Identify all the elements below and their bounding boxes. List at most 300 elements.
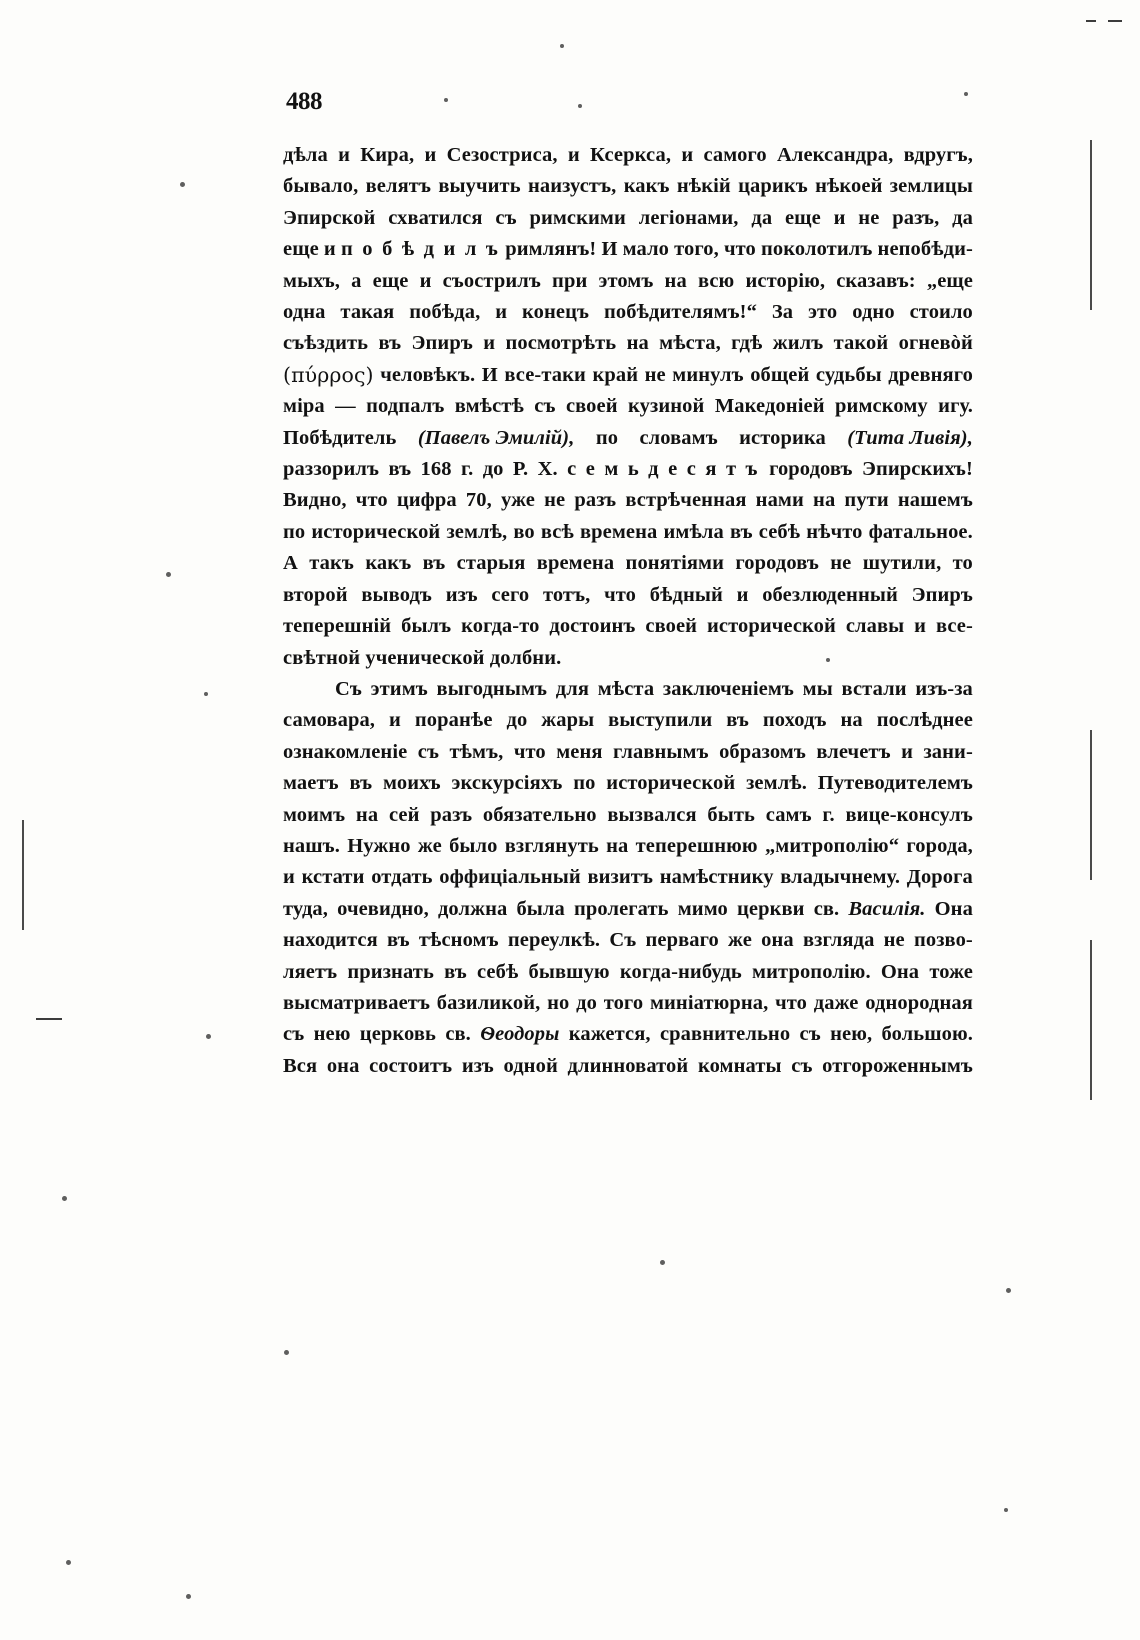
text-word: Эпирской <box>283 206 376 229</box>
text-line <box>283 737 973 768</box>
scan-speck <box>166 572 171 577</box>
text-word: стоило <box>909 301 973 324</box>
text-word: и <box>681 144 694 166</box>
text-word: старыя <box>456 552 526 575</box>
text-word: Р. <box>512 458 529 481</box>
scan-corner-mark-top-right <box>1108 20 1122 22</box>
text-word: что <box>355 489 388 512</box>
text-word: изъ-за <box>915 677 973 700</box>
text-word: того <box>603 991 644 1014</box>
body-text <box>283 140 973 1082</box>
text-word: до <box>482 458 504 481</box>
text-word: не <box>858 206 880 229</box>
text-word: зани- <box>923 740 973 763</box>
text-word: на <box>813 489 836 512</box>
text-word: Ѳеодоры <box>480 1023 560 1046</box>
text-word: съ <box>791 1054 813 1077</box>
scan-speck <box>206 1034 211 1039</box>
text-word: римскому <box>835 395 928 418</box>
text-word: сего <box>491 583 530 606</box>
text-word: комнаты <box>697 1054 782 1077</box>
text-word: мѣста <box>597 677 655 700</box>
text-word: Х. <box>537 458 558 481</box>
text-word: походъ <box>762 709 827 732</box>
text-word: взгляда <box>802 929 875 952</box>
text-word: была <box>516 897 565 920</box>
text-word: исторической <box>311 520 441 543</box>
text-word: переулкѣ. <box>507 929 601 952</box>
scan-edge-bar-right-upper <box>1090 140 1092 310</box>
text-word: — <box>335 395 356 418</box>
text-word: съ <box>534 395 556 418</box>
text-word: отдать <box>371 866 433 889</box>
text-word: что <box>723 238 756 261</box>
text-word: теперешнюю <box>635 834 758 857</box>
text-word: дѣла <box>283 144 328 166</box>
text-word: церкви <box>736 897 805 920</box>
text-word: общей <box>750 363 810 386</box>
text-word: г. <box>822 803 835 826</box>
text-word: въ <box>388 458 412 481</box>
scan-speck <box>62 1196 67 1201</box>
text-word: по <box>595 426 619 449</box>
text-word: и <box>736 583 749 606</box>
scan-speck <box>1006 1288 1011 1293</box>
text-word: тѣмъ, <box>449 740 504 763</box>
text-line <box>283 674 973 705</box>
text-word: Нужно <box>347 834 411 857</box>
text-word: сей <box>388 803 420 826</box>
text-word: съострилъ <box>442 269 541 292</box>
text-word: себѣ <box>758 520 801 543</box>
text-word: нашемъ <box>897 489 973 512</box>
text-word: тѣсномъ <box>418 929 499 952</box>
text-word: Она <box>880 960 920 983</box>
text-word: церковь <box>359 1023 436 1046</box>
text-word: пролегать <box>573 897 669 920</box>
scan-speck <box>186 1594 191 1599</box>
text-word: схватился <box>388 206 483 229</box>
text-word: мало <box>622 238 670 261</box>
text-word: бывало, <box>283 175 359 198</box>
text-word: разъ, <box>892 206 940 229</box>
text-word: все-таки <box>504 363 586 386</box>
text-word: и <box>567 144 580 166</box>
text-line <box>283 297 973 328</box>
text-word: жары <box>541 709 595 732</box>
scan-speck <box>204 692 208 696</box>
text-word: Ксеркса, <box>590 144 672 166</box>
text-word: съ <box>417 740 440 763</box>
text-line <box>283 203 973 234</box>
text-word: одной <box>503 1054 558 1077</box>
text-word: И <box>601 238 618 261</box>
text-word: и <box>389 709 401 732</box>
text-word: ляетъ <box>283 960 338 983</box>
text-word: обезлюденный <box>762 583 898 606</box>
scan-speck <box>66 1560 71 1565</box>
text-word: наизустъ, <box>527 175 617 198</box>
text-line <box>283 548 973 579</box>
text-word: а <box>351 269 362 292</box>
text-word: побѣда, <box>409 301 481 324</box>
text-word: И <box>481 363 498 386</box>
text-word: римскими <box>529 206 626 229</box>
text-word: Александра, <box>776 144 894 166</box>
text-word: п о б ѣ д и л ъ <box>340 238 501 261</box>
text-word: царикъ <box>738 175 808 198</box>
scan-edge-bar-left <box>22 820 24 930</box>
text-word: поколотилъ <box>761 238 873 261</box>
text-word: Эпиръ <box>911 583 973 606</box>
text-word: даже <box>813 991 859 1014</box>
text-word: да <box>952 206 973 229</box>
text-word: миніатюрна, <box>649 991 769 1014</box>
text-word: для <box>555 677 590 700</box>
text-word: Василія. <box>848 897 926 920</box>
text-word: этимъ <box>370 677 428 700</box>
text-word: все- <box>935 615 973 638</box>
scan-edge-dash-left <box>36 1018 62 1020</box>
text-word: конецъ <box>522 301 590 324</box>
text-word: Вся <box>283 1054 318 1077</box>
text-word: историка <box>739 426 826 449</box>
text-word: словамъ <box>639 426 718 449</box>
text-word: сравнительно <box>659 1023 791 1046</box>
text-line <box>283 140 973 171</box>
text-word: такъ <box>309 552 354 575</box>
text-word: римлянъ! <box>505 238 597 261</box>
text-word: владычнему. <box>780 866 901 889</box>
text-word: туда, <box>283 897 329 920</box>
text-word: не <box>544 489 566 512</box>
text-word: тотъ, <box>542 583 591 606</box>
text-word: городовъ <box>769 458 853 481</box>
text-line <box>283 454 973 485</box>
text-word: своей <box>645 615 698 638</box>
text-word: и <box>419 269 432 292</box>
text-line <box>283 485 973 516</box>
text-word: же <box>728 929 752 952</box>
text-word: послѣднее <box>876 709 973 732</box>
text-line <box>283 328 973 359</box>
text-word: до <box>506 709 528 732</box>
text-word: побѣдителямъ!“ <box>604 301 757 324</box>
text-word: с е м ь д е с я т ъ <box>567 458 760 481</box>
text-line <box>283 423 973 454</box>
text-word: самого <box>703 144 767 166</box>
text-word: состоитъ <box>369 1054 453 1077</box>
text-word: на <box>355 803 379 826</box>
text-word: заключеніемъ <box>662 677 794 700</box>
text-word: что <box>775 991 808 1014</box>
text-word: на <box>626 332 649 355</box>
text-line <box>283 862 973 893</box>
text-word: Эпирскихъ! <box>861 458 973 481</box>
text-word: св. <box>813 897 840 920</box>
text-word: игу. <box>938 395 973 418</box>
text-word: „еще <box>926 269 973 292</box>
text-word: тоже <box>929 960 973 983</box>
text-word: митрополію. <box>752 960 871 983</box>
text-word: на <box>840 709 863 732</box>
text-word: Побѣдитель <box>283 426 397 449</box>
text-word: когда-то <box>461 615 540 638</box>
text-word: моихъ <box>383 772 441 795</box>
text-word: и <box>283 866 295 889</box>
text-word: вмѣстѣ <box>454 395 524 418</box>
text-word: въ <box>729 520 753 543</box>
text-word: выступили <box>608 709 713 732</box>
text-word: всю <box>697 269 735 292</box>
text-word: позво- <box>913 929 973 952</box>
text-word: на <box>606 834 629 857</box>
text-word: св. <box>445 1023 471 1046</box>
text-word: и <box>424 144 437 166</box>
text-word: исторію, <box>745 269 826 292</box>
text-line <box>283 1019 973 1050</box>
text-word: фатальное. <box>868 520 973 543</box>
text-word: образомъ <box>719 740 806 763</box>
text-word: съѣздить <box>283 332 369 355</box>
text-word: землѣ, <box>446 520 508 543</box>
text-word: оффиціальный <box>439 866 581 889</box>
text-word: Она <box>934 897 973 920</box>
text-word: одна <box>283 301 326 324</box>
text-word: но <box>547 991 570 1014</box>
text-word: (Тита Ливія), <box>847 426 973 449</box>
text-word: г. <box>460 458 474 481</box>
text-word: минулъ <box>672 363 744 386</box>
text-word: по <box>283 520 306 543</box>
scan-speck <box>180 182 185 187</box>
text-word: достоинъ <box>549 615 636 638</box>
text-word: разъ <box>574 489 617 512</box>
text-word: такая <box>340 301 395 324</box>
text-word: поранѣе <box>414 709 493 732</box>
text-word: какъ <box>365 552 412 575</box>
text-word: 70, <box>465 489 492 512</box>
text-word: еще <box>784 206 821 229</box>
text-word: главнымъ <box>613 740 709 763</box>
text-word: Кира, <box>360 144 415 166</box>
scan-edge-bar-right-mid <box>1090 730 1092 880</box>
text-word: древняго <box>888 363 973 386</box>
text-word: шутили, <box>862 552 942 575</box>
text-line <box>283 831 973 862</box>
text-word: гдѣ <box>731 332 763 355</box>
text-word: нѣкій <box>676 175 731 198</box>
text-word: при <box>552 269 588 292</box>
text-word: встрѣченная <box>625 489 747 512</box>
text-word: цифра <box>396 489 457 512</box>
text-word: визитъ <box>587 866 654 889</box>
text-word: мыхъ, <box>283 269 341 292</box>
text-word: легіонами, <box>638 206 739 229</box>
text-word: еще <box>372 269 409 292</box>
text-word: самъ <box>765 803 812 826</box>
page-number: 488 <box>286 88 322 115</box>
text-word: уже <box>500 489 535 512</box>
text-word: А <box>283 552 298 575</box>
text-word: землицы <box>889 175 973 198</box>
text-word: одно <box>852 301 895 324</box>
text-line <box>283 611 973 642</box>
text-word: и <box>833 206 846 229</box>
text-word: еще <box>283 238 319 261</box>
text-word: Съ <box>609 929 637 952</box>
text-word: очевидно, <box>337 897 429 920</box>
text-word: (Павелъ Эмилій), <box>417 426 575 449</box>
text-line <box>283 705 973 736</box>
text-word: судьбы <box>815 363 882 386</box>
text-word: подпалъ <box>366 395 445 418</box>
text-line <box>283 957 973 988</box>
text-word: своей <box>565 395 618 418</box>
text-word: самовара, <box>283 709 376 732</box>
scan-corner-mark-top-right-2 <box>1086 20 1096 22</box>
text-word: понятіями <box>625 552 725 575</box>
text-word: изъ <box>445 583 478 606</box>
text-word: такой <box>833 332 889 355</box>
text-word: длинноватой <box>567 1054 689 1077</box>
text-word: нею, <box>830 1023 873 1046</box>
text-word: Путеводителемъ <box>817 772 973 795</box>
scan-speck <box>284 1350 289 1355</box>
text-word: когда-нибудь <box>619 960 742 983</box>
text-word: въ <box>386 929 410 952</box>
text-word: велятъ <box>365 175 432 198</box>
text-line <box>283 360 973 391</box>
text-word: землѣ. <box>746 772 807 795</box>
scan-edge-bar-right-lower <box>1090 940 1092 1100</box>
text-word: нами <box>755 489 804 512</box>
text-word: разъ <box>430 803 473 826</box>
text-word: исторической <box>706 615 836 638</box>
text-word: нею <box>313 1023 351 1046</box>
text-word: край <box>592 363 639 386</box>
text-word: времена <box>536 552 615 575</box>
text-word: однородная <box>865 991 973 1014</box>
text-word: большою. <box>881 1023 973 1046</box>
text-word: имѣла <box>663 520 724 543</box>
text-word: всѣ <box>540 520 574 543</box>
text-word: меня <box>556 740 603 763</box>
text-word: маетъ <box>283 772 339 795</box>
text-word: выучить <box>438 175 521 198</box>
text-word: Дорога <box>906 866 973 889</box>
text-word: намѣстнику <box>659 866 774 889</box>
text-line <box>283 800 973 831</box>
text-word: бывшую <box>528 960 610 983</box>
text-word: нашъ. <box>283 834 340 857</box>
text-line <box>283 894 973 925</box>
text-word: раззорилъ <box>283 458 380 481</box>
text-word: и <box>338 144 350 166</box>
text-word: быть <box>707 803 755 826</box>
text-word: жилъ <box>772 332 824 355</box>
text-word: встали <box>841 677 907 700</box>
text-word: въ <box>444 960 467 983</box>
text-word: За <box>771 301 794 324</box>
text-word: во <box>513 520 535 543</box>
text-word: 168 <box>420 458 452 481</box>
text-word: времена <box>580 520 658 543</box>
text-word: этомъ <box>598 269 654 292</box>
text-word: посмотрѣть <box>505 332 617 355</box>
text-word: въ <box>378 332 402 355</box>
text-line <box>283 391 973 422</box>
text-word: вдругъ, <box>903 144 973 166</box>
text-line <box>283 171 973 202</box>
text-word: не <box>830 552 852 575</box>
scan-speck <box>964 92 968 96</box>
text-word: что <box>513 740 546 763</box>
text-word: въ <box>726 709 749 732</box>
text-word: сказавъ: <box>836 269 916 292</box>
text-word: теперешній <box>283 615 392 638</box>
text-word: находится <box>283 929 378 952</box>
text-word: выгоднымъ <box>436 677 548 700</box>
text-word: Видно, <box>283 489 347 512</box>
text-word: выводъ <box>361 583 432 606</box>
text-word: не <box>883 929 905 952</box>
scan-speck <box>444 98 448 102</box>
text-word: что <box>604 583 637 606</box>
text-word: нѣчто <box>806 520 863 543</box>
text-word: должна <box>437 897 508 920</box>
text-word: базиликой, <box>436 991 541 1014</box>
text-word: міра <box>283 395 325 418</box>
text-word: и <box>483 332 496 355</box>
text-word: съ <box>799 1023 821 1046</box>
text-word: съ <box>495 206 517 229</box>
text-word: и <box>323 238 336 261</box>
text-line <box>283 266 973 297</box>
text-word: же <box>417 834 442 857</box>
text-word: въ <box>422 552 446 575</box>
text-word: взглянуть <box>504 834 599 857</box>
text-line <box>283 580 973 611</box>
text-line <box>283 988 973 1019</box>
text-word: человѣкъ. <box>380 363 476 386</box>
text-word: изъ <box>461 1054 494 1077</box>
text-word: огневòй <box>898 332 973 355</box>
text-word: Сезостриса, <box>446 144 558 166</box>
text-word: кузиной <box>628 395 705 418</box>
scan-speck <box>578 104 582 108</box>
text-word: и <box>914 615 927 638</box>
text-word: было <box>449 834 498 857</box>
text-word: перваго <box>645 929 719 952</box>
text-word: это <box>808 301 838 324</box>
text-word: она <box>326 1054 360 1077</box>
text-word: „митрополію“ <box>764 834 900 857</box>
text-word: не <box>644 363 666 386</box>
text-line: свѣтной ученической долбни. <box>283 646 562 669</box>
text-word: исторической <box>606 772 736 795</box>
text-word: второй <box>283 583 348 606</box>
text-word: моимъ <box>283 803 346 826</box>
text-word: ознакомленіе <box>283 740 408 763</box>
text-word: обязательно <box>482 803 597 826</box>
text-word: экскурсіяхъ <box>451 772 563 795</box>
text-word: высматриваетъ <box>283 991 430 1014</box>
text-word: нѣкоей <box>815 175 883 198</box>
text-word: непобѣди- <box>877 238 973 261</box>
text-word: мимо <box>677 897 728 920</box>
text-word: да <box>751 206 773 229</box>
